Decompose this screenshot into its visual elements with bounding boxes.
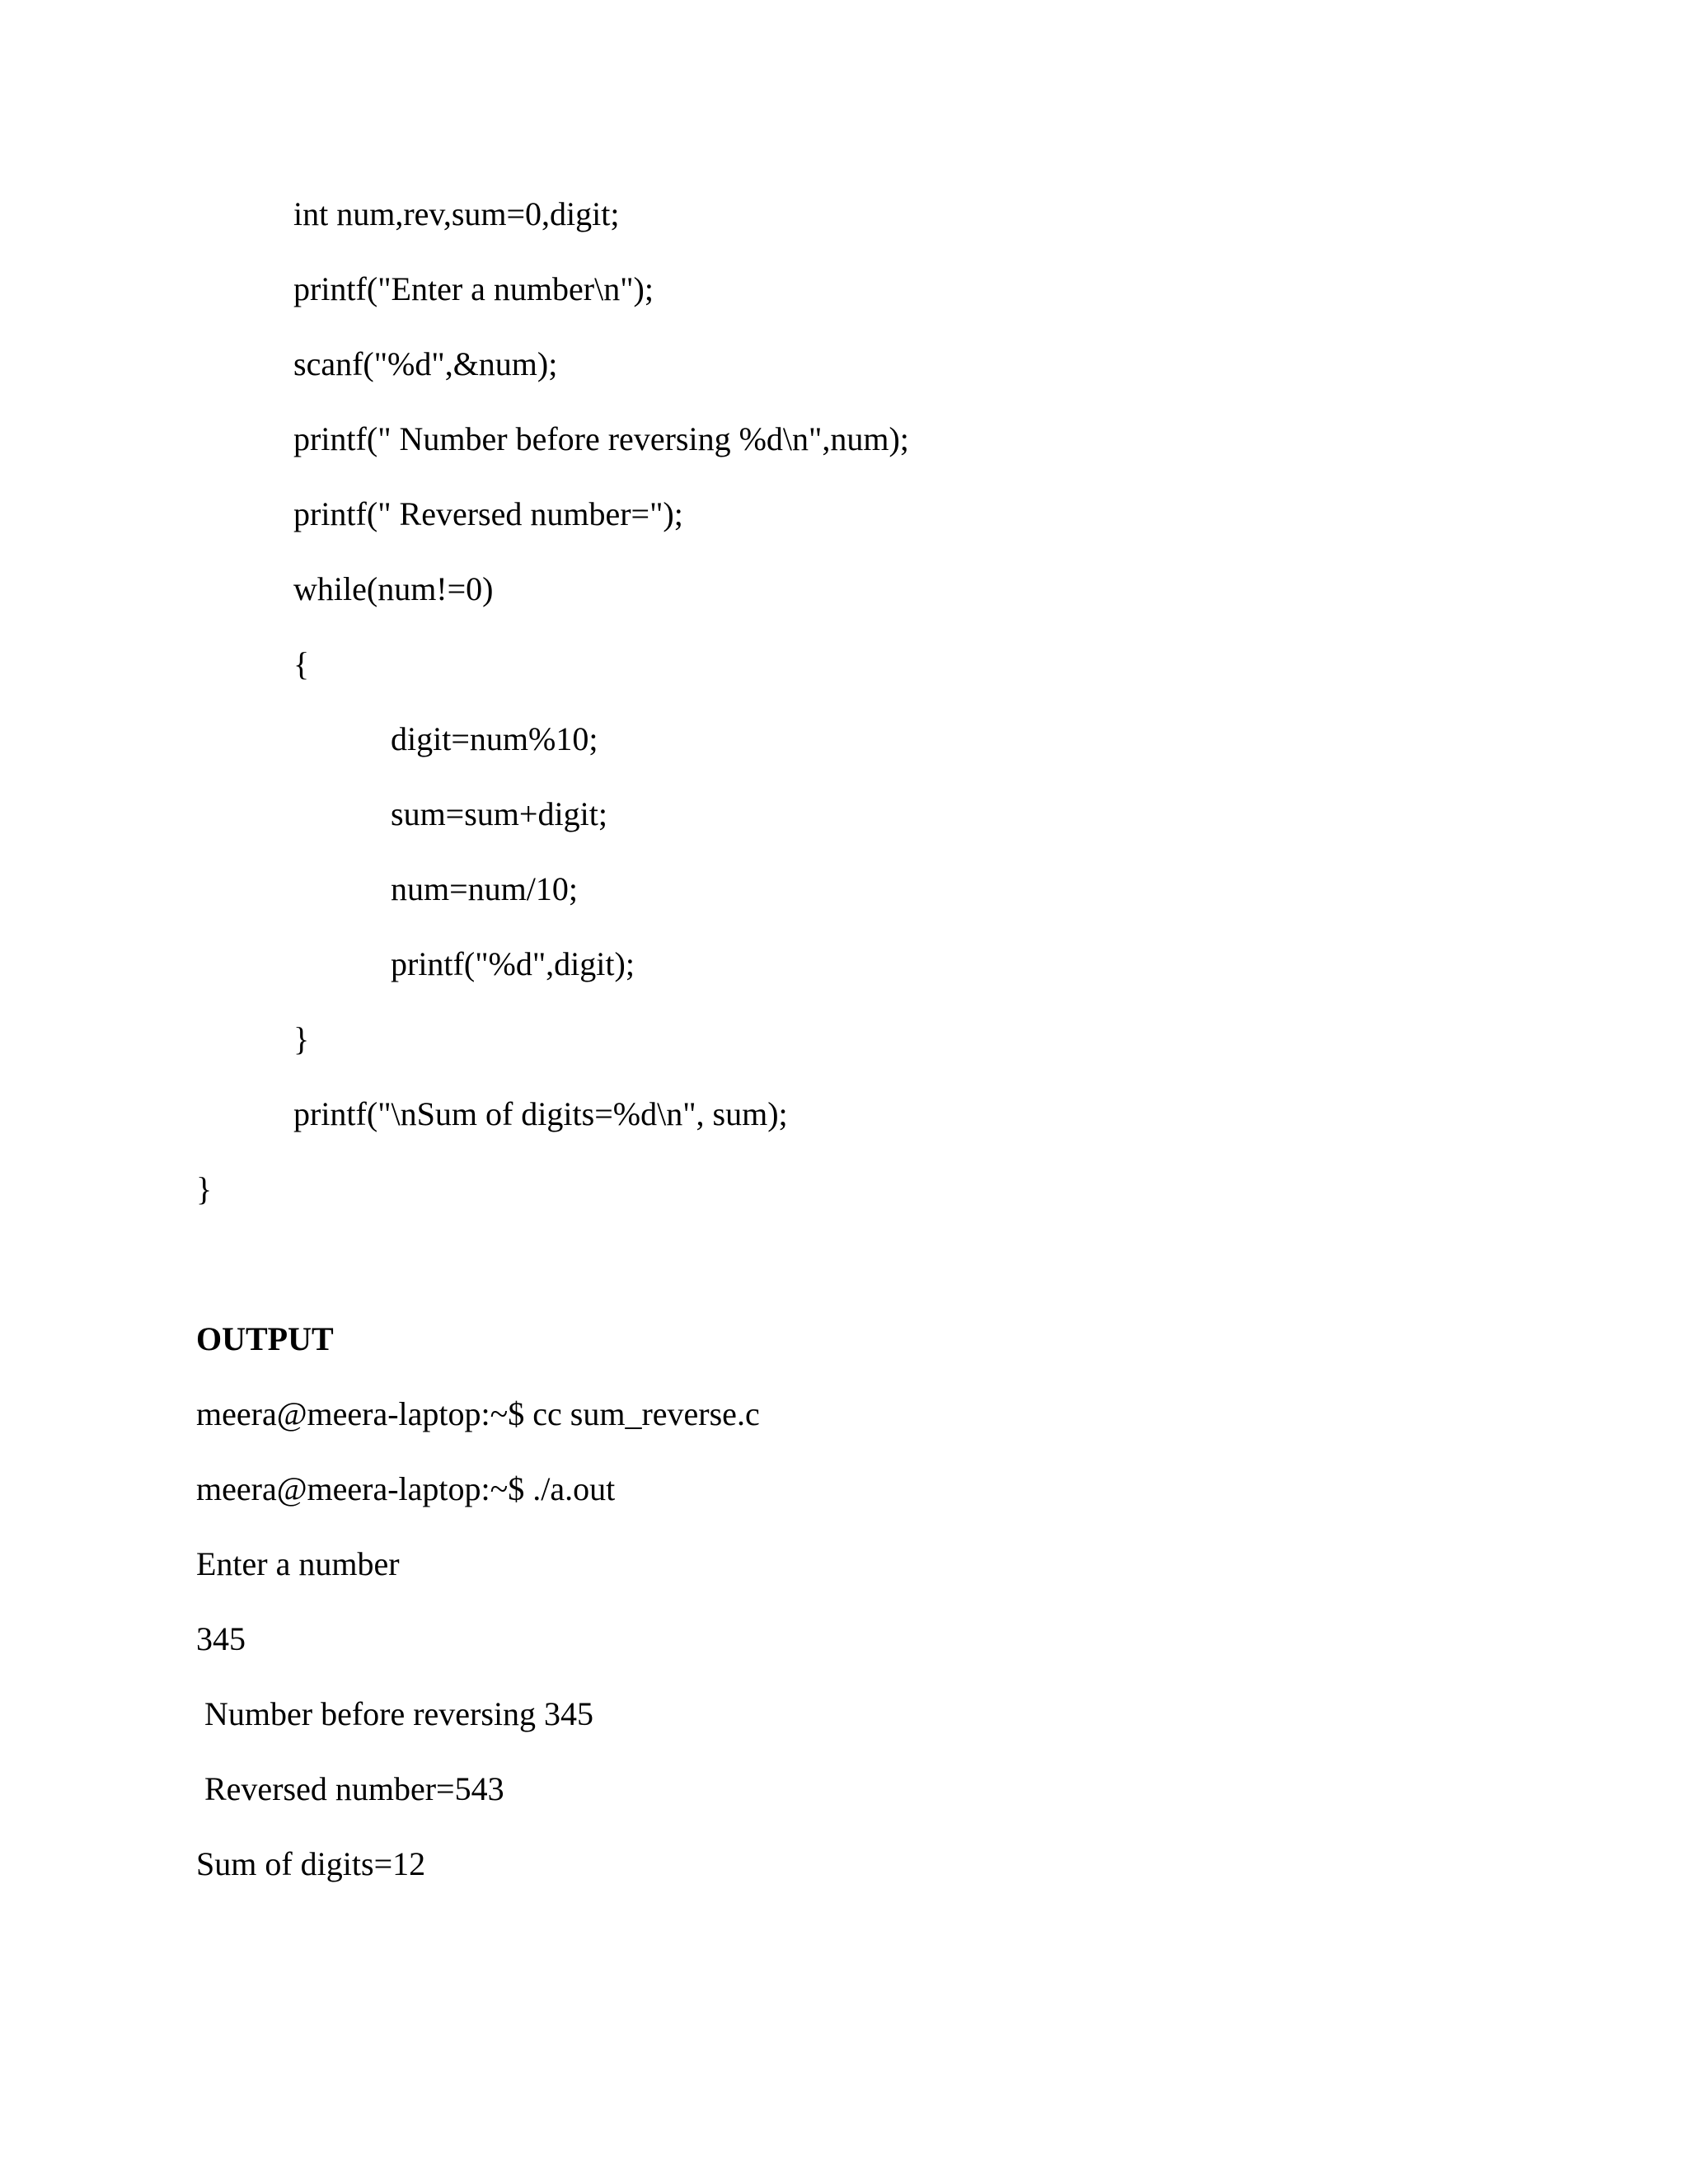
code-line-while: while(num!=0) (293, 570, 494, 607)
code-line-loop-digit: digit=num%10; (391, 720, 598, 757)
output-line-run: meera@meera-laptop:~$ ./a.out (196, 1470, 616, 1507)
code-line-loop-num: num=num/10; (391, 870, 579, 907)
code-line-loop-sum: sum=sum+digit; (391, 795, 607, 832)
output-heading: OUTPUT (196, 1320, 334, 1357)
output-line-reversed: Reversed number=543 (196, 1770, 504, 1807)
code-line-declaration: int num,rev,sum=0,digit; (293, 195, 620, 232)
code-line-scanf: scanf("%d",&num); (293, 345, 558, 382)
code-line-prompt-printf: printf("Enter a number\n"); (293, 270, 654, 307)
code-line-before-printf: printf(" Number before reversing %d\n",num); (293, 420, 909, 457)
output-line-sum: Sum of digits=12 (196, 1845, 426, 1882)
output-line-before: Number before reversing 345 (196, 1695, 594, 1732)
code-line-loop-printf: printf("%d",digit); (391, 945, 635, 982)
code-line-open-brace: { (293, 645, 310, 682)
code-line-sum-printf: printf("\nSum of digits=%d\n", sum); (293, 1095, 788, 1132)
output-line-input: 345 (196, 1620, 246, 1657)
code-line-function-close-brace: } (196, 1170, 213, 1207)
code-line-close-brace: } (293, 1020, 310, 1057)
code-line-reversed-printf: printf(" Reversed number="); (293, 495, 683, 532)
output-line-prompt: Enter a number (196, 1545, 400, 1582)
output-line-compile: meera@meera-laptop:~$ cc sum_reverse.c (196, 1395, 760, 1432)
